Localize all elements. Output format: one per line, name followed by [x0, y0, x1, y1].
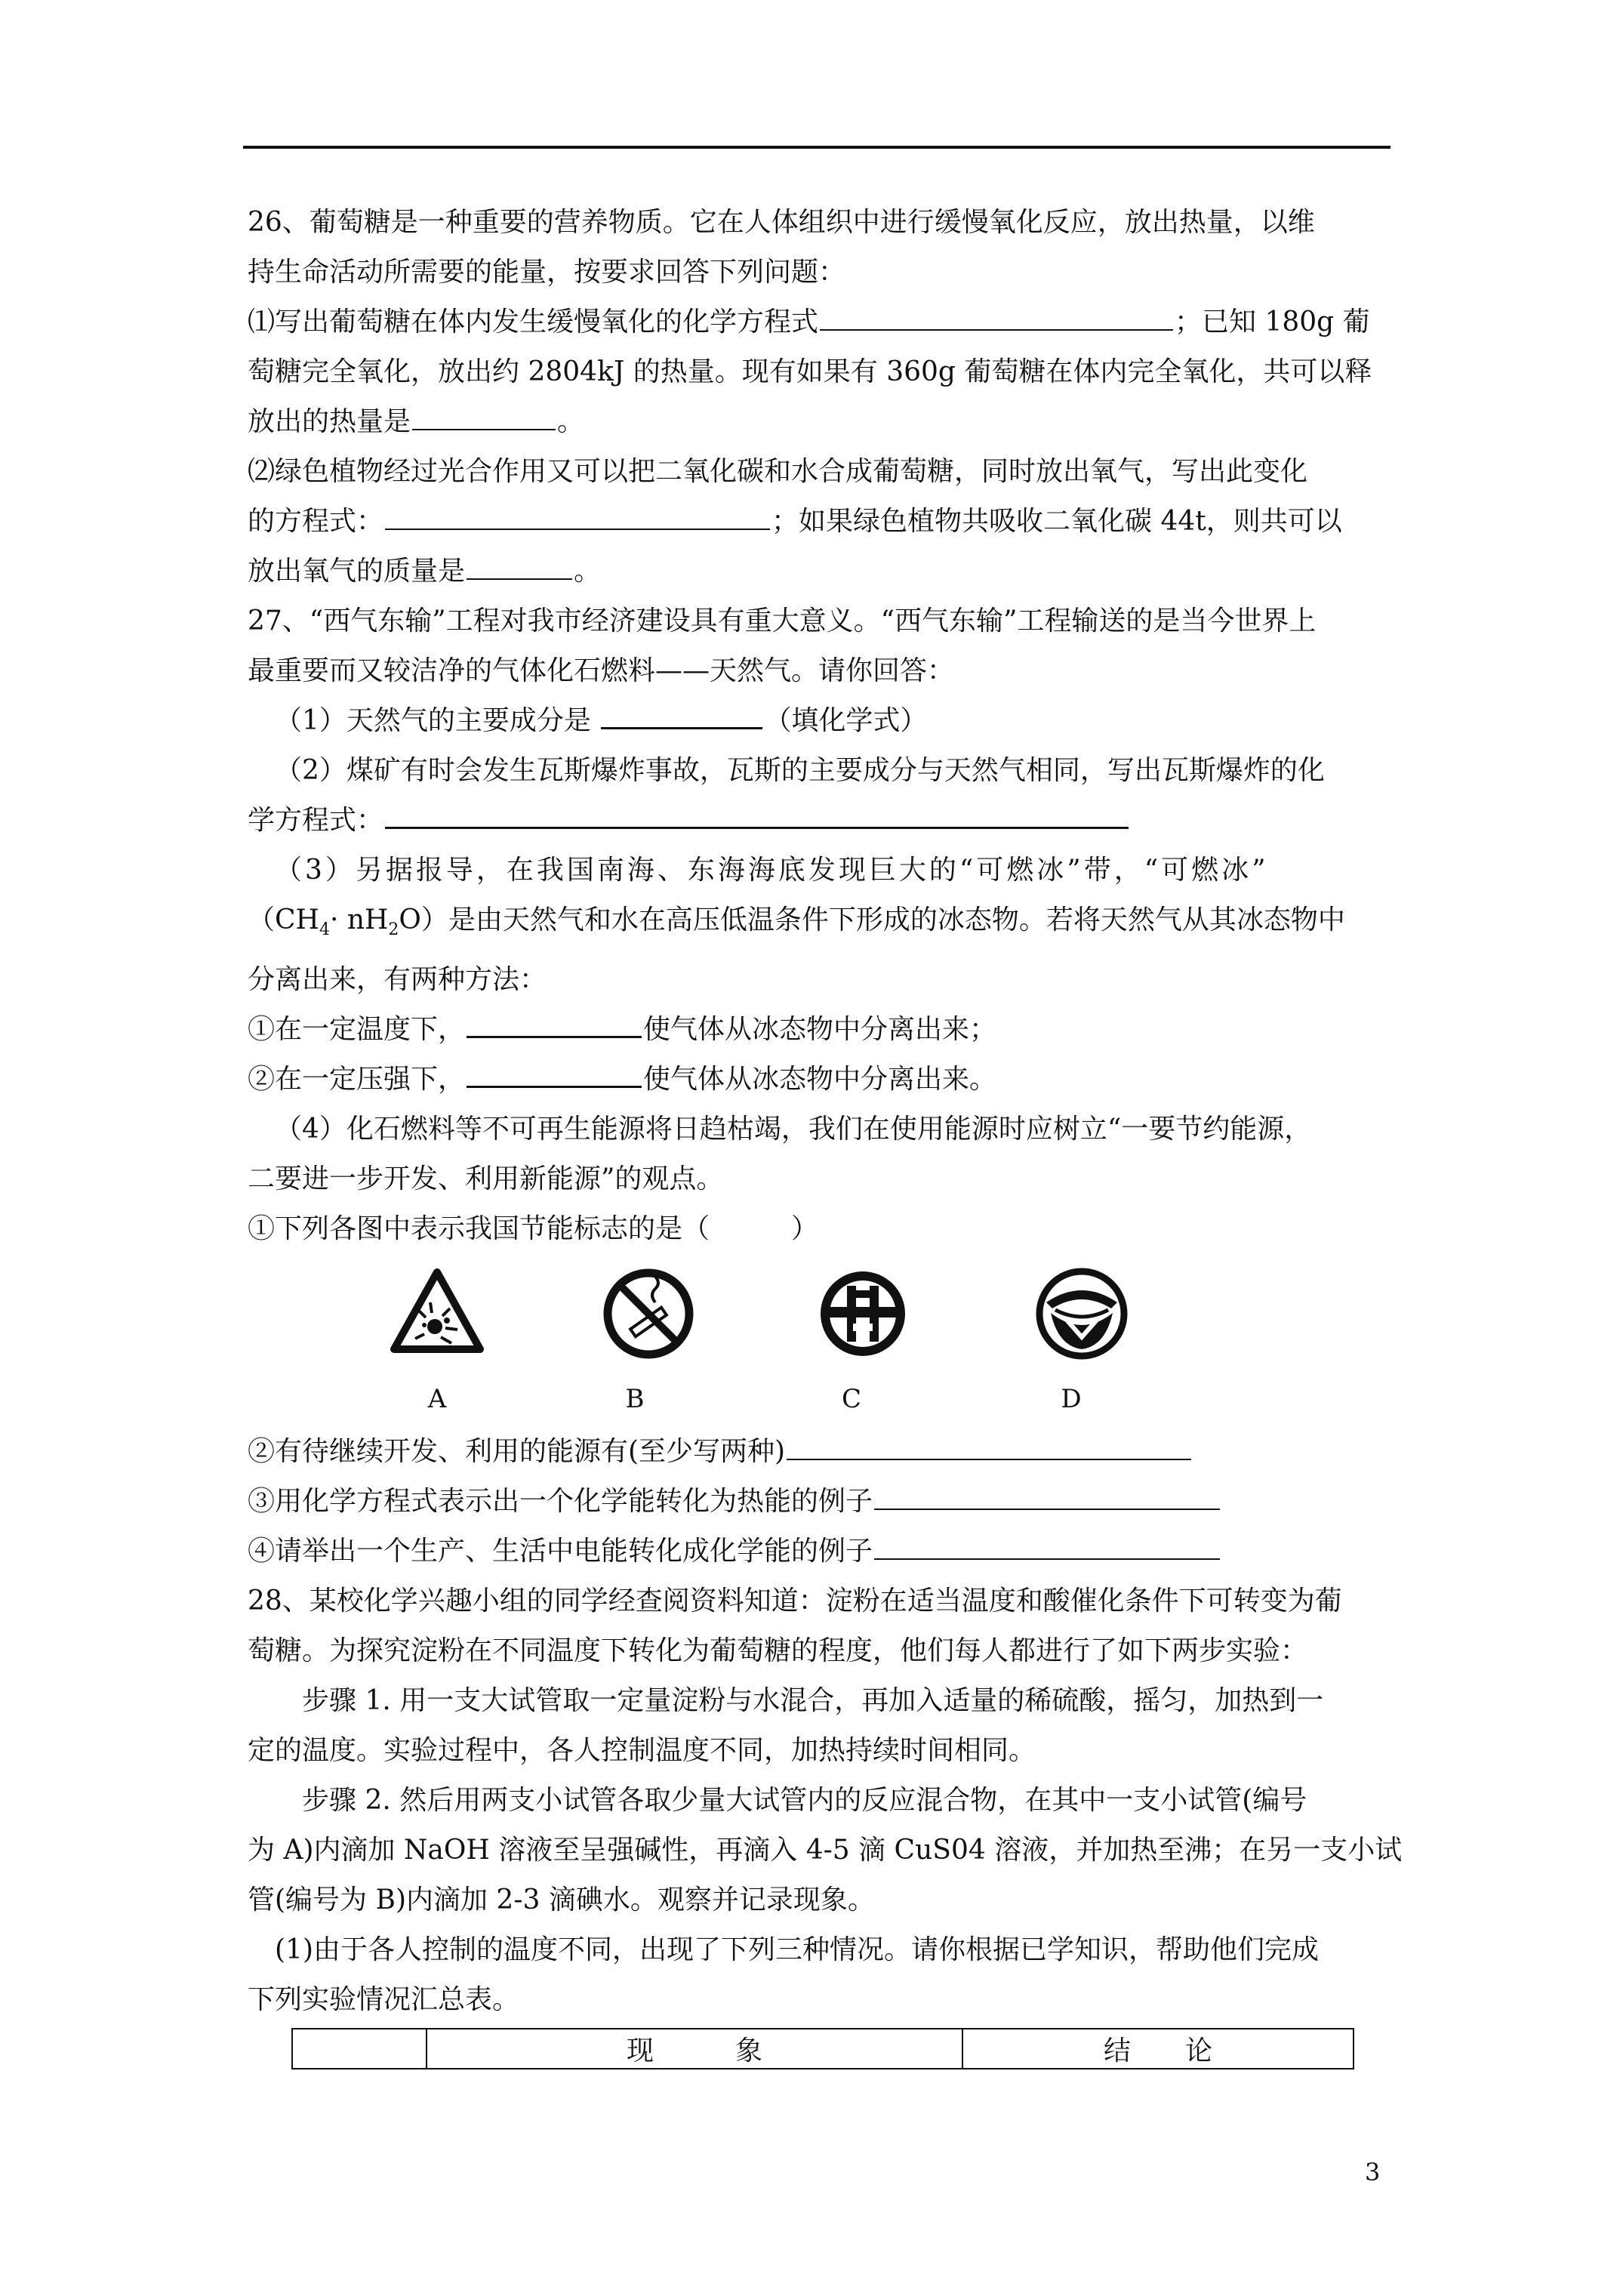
q26-heat-blank[interactable] [412, 402, 556, 430]
option-b-logo[interactable] [599, 1265, 698, 1363]
q27-part3-text: O）是由天然气和水在高压低温条件下形成的冰态物。若将天然气从其冰态物中 [399, 905, 1345, 935]
q26-oxygen-period: 。 [574, 556, 602, 587]
q27-formula-sub-4: 4 [319, 920, 330, 940]
q27-sub4-blank[interactable] [874, 1531, 1220, 1560]
q27-formula-blank[interactable] [601, 700, 762, 729]
q27-sub1: ①下列各图中表示我国节能标志的是（ ） [248, 1213, 819, 1245]
q27-method-1-prompt: ①在一定温度下， [248, 1014, 466, 1046]
q28-step1-line-2: 定的温度。实验过程中，各人控制温度不同，加热持续时间相同。 [248, 1735, 1036, 1767]
q26-part1-line-2: 萄糖完全氧化，放出约 2804kJ 的热量。现有如果有 360g 葡萄糖在体内完全氧化，共可以释 [248, 356, 1372, 387]
q27-method-2 [248, 1055, 1403, 1105]
no-smoking-icon [599, 1265, 698, 1363]
page-number: 3 [1365, 2158, 1381, 2187]
q27-method-2-prompt: ②在一定压强下， [248, 1064, 466, 1096]
q26-part2-tail: ；如果绿色植物共吸收二氧化碳 44t，则共可以 [771, 506, 1342, 537]
q27-sub2-blank[interactable] [787, 1432, 1191, 1460]
option-d-label: D [1061, 1384, 1082, 1415]
q26-heat-prompt: 放出的热量是 [248, 406, 411, 437]
q28-part1-line-2: 下列实验情况汇总表。 [248, 1984, 520, 2016]
q27-intro-line-1: 27、“西气东输”工程对我市经济建设具有重大意义。“西气东输”工程输送的是当今世界上 [248, 606, 1317, 636]
q27-method-1-blank[interactable] [467, 1009, 642, 1038]
energy-saving-icon [814, 1265, 912, 1363]
q26-equation-blank[interactable] [820, 302, 1173, 331]
option-d-logo[interactable] [1033, 1265, 1131, 1363]
q28-intro-line-1: 28、某校化学兴趣小组的同学经查阅资料知道：淀粉在适当温度和酸催化条件下可转变为葡 [248, 1586, 1342, 1617]
option-c-label: C [841, 1384, 861, 1415]
q28-part1-line-1: (1)由于各人控制的温度不同，出现了下列三种情况。请你根据已学知识，帮助他们完成 [275, 1934, 1319, 1966]
question-28 [248, 1576, 1403, 2069]
q26-part2-line-3 [248, 547, 1403, 596]
table-header-row [292, 2029, 1354, 2069]
question-26 [248, 198, 1403, 596]
q26-intro-line-1: 26、葡萄糖是一种重要的营养物质。它在人体组织中进行缓慢氧化反应，放出热量，以维 [248, 207, 1315, 238]
option-b-label: B [625, 1384, 645, 1415]
q27-method-2-blank[interactable] [467, 1059, 642, 1088]
q28-intro-line-2: 萄糖。为探究淀粉在不同温度下转化为葡萄糖的程度，他们每人都进行了如下两步实验： [248, 1635, 1308, 1667]
q27-part1-prompt: （1）天然气的主要成分是 [275, 705, 600, 736]
q27-method-1-tail: 使气体从冰态物中分离出来； [643, 1014, 997, 1046]
q27-sub3-blank[interactable] [874, 1481, 1220, 1510]
q28-step2-line-2: 为 A)内滴加 NaOH 溶液至呈强碱性，再滴入 4-5 滴 CuS04 溶液，并加热至沸；在另一支小试 [248, 1835, 1403, 1866]
table-header-conclusion: 结 论 [962, 2029, 1354, 2069]
q27-part2-line-2 [248, 796, 1403, 846]
q27-sub4-prompt: ④请举出一个生产、生活中电能转化成化学能的例子 [248, 1536, 873, 1567]
q26-photosynthesis-blank[interactable] [385, 501, 770, 530]
q26-intro-line-2: 持生命活动所需要的能量，按要求回答下列问题： [248, 257, 846, 288]
q26-oxygen-prompt: 放出氧气的质量是 [248, 556, 466, 587]
q27-part4-line-2: 二要进一步开发、利用新能源”的观点。 [248, 1163, 724, 1195]
q27-method-2-tail: 使气体从冰态物中分离出来。 [643, 1064, 997, 1096]
option-c-logo[interactable] [814, 1265, 912, 1363]
q27-part3-line-3: 分离出来，有两种方法： [248, 964, 547, 996]
q26-oxygen-blank[interactable] [467, 551, 572, 580]
q27-part1 [248, 696, 1403, 746]
q26-part2-line-1: ⑵绿色植物经过光合作用又可以把二氧化碳和水合成葡萄糖，同时放出氧气，写出此变化 [248, 456, 1308, 487]
option-a-logo[interactable] [388, 1265, 486, 1363]
header-rule [243, 146, 1390, 149]
explosive-warning-icon [388, 1265, 486, 1363]
document-body [248, 198, 1403, 2069]
q26-part1-prompt: ⑴写出葡萄糖在体内发生缓慢氧化的化学方程式 [248, 307, 819, 337]
q26-part1-tail: ；已知 180g 葡 [1175, 307, 1370, 337]
q27-sub2-prompt: ②有待继续开发、利用的能源有(至少写两种) [248, 1436, 786, 1468]
q27-formula-ch: （CH [248, 905, 319, 935]
table-header-blank [292, 2029, 427, 2069]
question-27 [248, 596, 1403, 1576]
q26-part1-line-3 [248, 397, 1403, 447]
q27-part3-line-2 [248, 895, 1403, 955]
q26-part2-prompt: 的方程式： [248, 506, 384, 537]
experiment-summary-table [291, 2028, 1354, 2069]
q27-part1-hint: （填化学式） [764, 705, 928, 736]
q27-part2-line-1: （2）煤矿有时会发生瓦斯爆炸事故，瓦斯的主要成分与天然气相同，写出瓦斯爆炸的化 [275, 755, 1325, 786]
q27-sub4 [248, 1527, 1403, 1576]
energy-logo-options [248, 1265, 1403, 1427]
q27-formula-sub-2: 2 [388, 920, 399, 940]
q27-intro-line-2: 最重要而又较洁净的气体化石燃料——天然气。请你回答： [248, 655, 955, 686]
q28-step1-line-1: 步骤 1. 用一支大试管取一定量淀粉与水混合，再加入适量的稀硫酸，摇匀，加热到一 [302, 1685, 1324, 1717]
q27-part3-line-1: （3）另据报导，在我国南海、东海海底发现巨大的“可燃冰”带，“可燃冰” [275, 855, 1269, 886]
certification-icon [1033, 1265, 1131, 1363]
q27-sub3-prompt: ③用化学方程式表示出一个化学能转化为热能的例子 [248, 1486, 873, 1518]
q26-part2-line-2 [248, 497, 1403, 547]
q28-step2-line-3: 管(编号为 B)内滴加 2-3 滴碘水。观察并记录现象。 [248, 1885, 875, 1916]
q28-step2-line-1: 步骤 2. 然后用两支小试管各取少量大试管内的反应混合物，在其中一支小试管(编号 [302, 1785, 1307, 1817]
option-a-label: A [427, 1384, 447, 1415]
q27-gas-explosion-blank[interactable] [385, 800, 1129, 829]
q26-part1-line-1 [248, 297, 1403, 347]
q27-sub3 [248, 1477, 1403, 1527]
q26-heat-period: 。 [557, 406, 585, 437]
q27-method-1 [248, 1005, 1403, 1055]
q27-sub2 [248, 1427, 1403, 1477]
q27-formula-nh: · nH [329, 905, 389, 935]
q27-part2-prompt: 学方程式： [248, 805, 384, 836]
table-header-phenomenon: 现 象 [427, 2029, 962, 2069]
q27-part4-line-1: （4）化石燃料等不可再生能源将日趋枯竭，我们在使用能源时应树立“一要节约能源， [275, 1114, 1312, 1145]
